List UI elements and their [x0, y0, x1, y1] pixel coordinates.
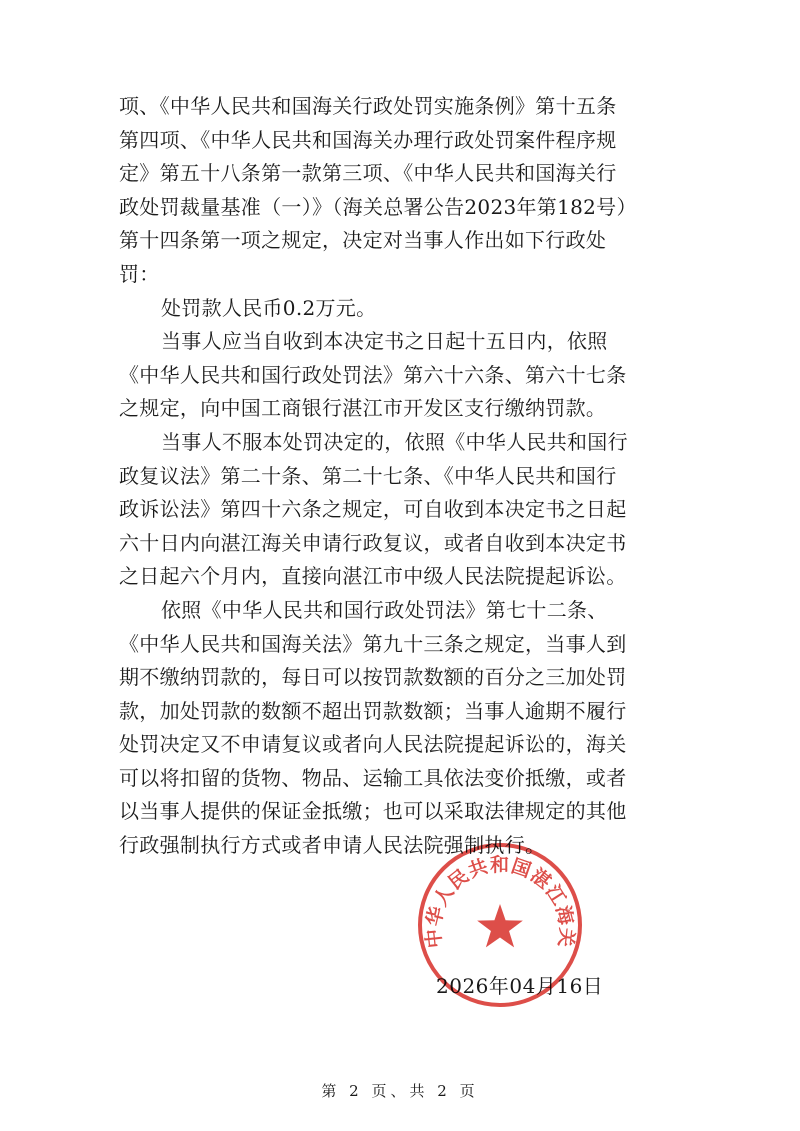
body-line: 行政强制执行方式或者申请人民法院强制执行。	[119, 833, 546, 858]
body-line: 罚：	[119, 261, 160, 286]
body-line: 当事人不服本处罚决定的，依照《中华人民共和国行	[161, 429, 628, 454]
body-line: 政复议法》第二十条、第二十七条、《中华人民共和国行	[119, 463, 617, 488]
body-line: 期不缴纳罚款的，每日可以按罚款数额的百分之三加处罚	[119, 665, 627, 690]
star-icon	[477, 904, 523, 947]
body-line: 政处罚裁量基准（一）》（海关总署公告2023年第182号）	[119, 194, 637, 219]
body-line: 以当事人提供的保证金抵缴；也可以采取法律规定的其他	[119, 799, 627, 824]
decision-date: 2026年04月16日	[436, 974, 604, 998]
body-line: 第十四条第一项之规定，决定对当事人作出如下行政处	[119, 228, 607, 253]
page-footer: 第 2 页、共 2 页	[321, 1082, 479, 1100]
body-line: 第四项、《中华人民共和国海关办理行政处罚案件程序规	[119, 127, 617, 152]
decision-body	[119, 90, 694, 863]
body-line: 定》第五十八条第一款第三项、《中华人民共和国海关行	[119, 161, 617, 186]
body-line: 《中华人民共和国海关法》第九十三条之规定，当事人到	[119, 631, 627, 656]
body-line: 之规定，向中国工商银行湛江市开发区支行缴纳罚款。	[119, 396, 607, 421]
body-line: 依照《中华人民共和国行政处罚法》第七十二条、	[161, 597, 608, 622]
body-line: 《中华人民共和国行政处罚法》第六十六条、第六十七条	[119, 362, 627, 387]
body-line: 六十日内向湛江海关申请行政复议，或者自收到本决定书	[119, 530, 627, 555]
seal-text: 中华人民共和国湛江海关	[422, 854, 578, 949]
body-line: 当事人应当自收到本决定书之日起十五日内，依照	[161, 329, 608, 354]
body-line: 政诉讼法》第四十六条之规定，可自收到本决定书之日起	[119, 497, 627, 522]
body-line: 处罚决定又不申请复议或者向人民法院提起诉讼的，海关	[119, 732, 627, 757]
body-line: 之日起六个月内，直接向湛江市中级人民法院提起诉讼。	[119, 564, 627, 589]
body-line: 可以将扣留的货物、物品、运输工具依法变价抵缴，或者	[119, 765, 627, 790]
penalty-amount-line: 处罚款人民币0.2万元。	[161, 295, 377, 320]
body-line: 款，加处罚款的数额不超出罚款数额；当事人逾期不履行	[119, 698, 627, 723]
body-line: 项、《中华人民共和国海关行政处罚实施条例》第十五条	[119, 94, 617, 118]
official-seal	[415, 840, 585, 1010]
